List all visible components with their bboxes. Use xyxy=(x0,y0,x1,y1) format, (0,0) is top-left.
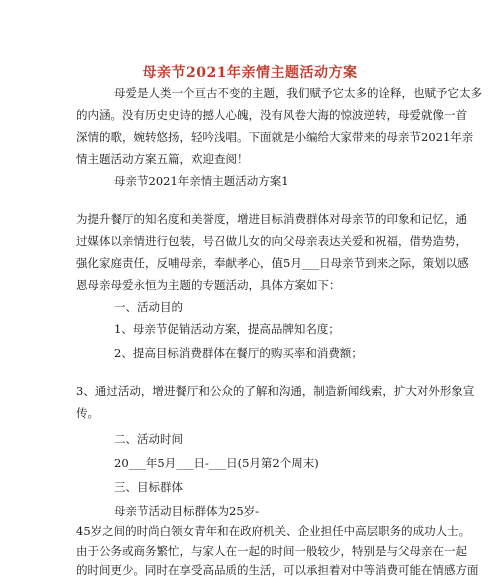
group-line-1: 45岁之间的时尚白领女青年和在政府机关、企业担任中高层职务的成功人士。 xyxy=(76,524,471,538)
intro-line-3: 深情的歌，婉转悠扬，轻吟浅唱。下面就是小编给大家带来的母亲节2021年亲 xyxy=(76,130,474,144)
goal-item-3-line-2: 传。 xyxy=(76,406,99,420)
heading-time: 二、活动时间 xyxy=(114,432,183,446)
intro-line-1: 母爱是人类一个亘古不变的主题，我们赋予它太多的诠释，也赋予它太多 xyxy=(114,86,482,100)
para1-line-2: 过媒体以亲情进行包装，号召做儿女的向父母亲表达关爱和祝福，借势造势， xyxy=(76,234,467,248)
document-title: 母亲节2021年亲情主题活动方案 xyxy=(142,65,358,81)
time-line: 20___年5月___日-___日(5月第2个周末) xyxy=(114,456,319,470)
heading-goal: 一、活动目的 xyxy=(114,300,183,314)
para1-line-3: 强化家庭责任，反哺母亲，奉献孝心，值5月___日母亲节到来之际，策划以感 xyxy=(76,256,469,270)
group-line-3: 的时间更少。同时在享受高品质的生活，可以承担着对中等消费可能在情感方面 xyxy=(76,563,479,577)
heading-group: 三、目标群体 xyxy=(114,480,183,494)
goal-item-3-line-1: 3、通过活动，增进餐厅和公众的了解和沟通，制造新闻线索，扩大对外形象宣 xyxy=(76,384,475,398)
goal-item-2: 2、提高目标消费群体在餐厅的购买率和消费额； xyxy=(114,346,363,360)
para1-line-1: 为提升餐厅的知名度和美誉度，增进目标消费群体对母亲节的印象和记忆，通 xyxy=(76,212,467,226)
intro-line-2: 的内涵。没有历史史诗的撼人心魄，没有风卷大海的惊波逆转，母爱就像一首 xyxy=(76,108,467,122)
group-intro: 母亲节活动目标群体为25岁- xyxy=(114,504,260,518)
intro-line-4: 情主题活动方案五篇，欢迎查阅！ xyxy=(76,152,249,166)
group-line-2: 由于公务或商务繁忙，与家人在一起的时间一般较少，特别是与父母亲在一起 xyxy=(76,544,467,558)
para1-line-4: 恩母亲母爱永恒为主题的专题活动，具体方案如下： xyxy=(76,278,341,292)
section-heading: 母亲节2021年亲情主题活动方案1 xyxy=(114,174,289,188)
goal-item-1: 1、母亲节促销活动方案，提高品牌知名度； xyxy=(114,322,340,336)
